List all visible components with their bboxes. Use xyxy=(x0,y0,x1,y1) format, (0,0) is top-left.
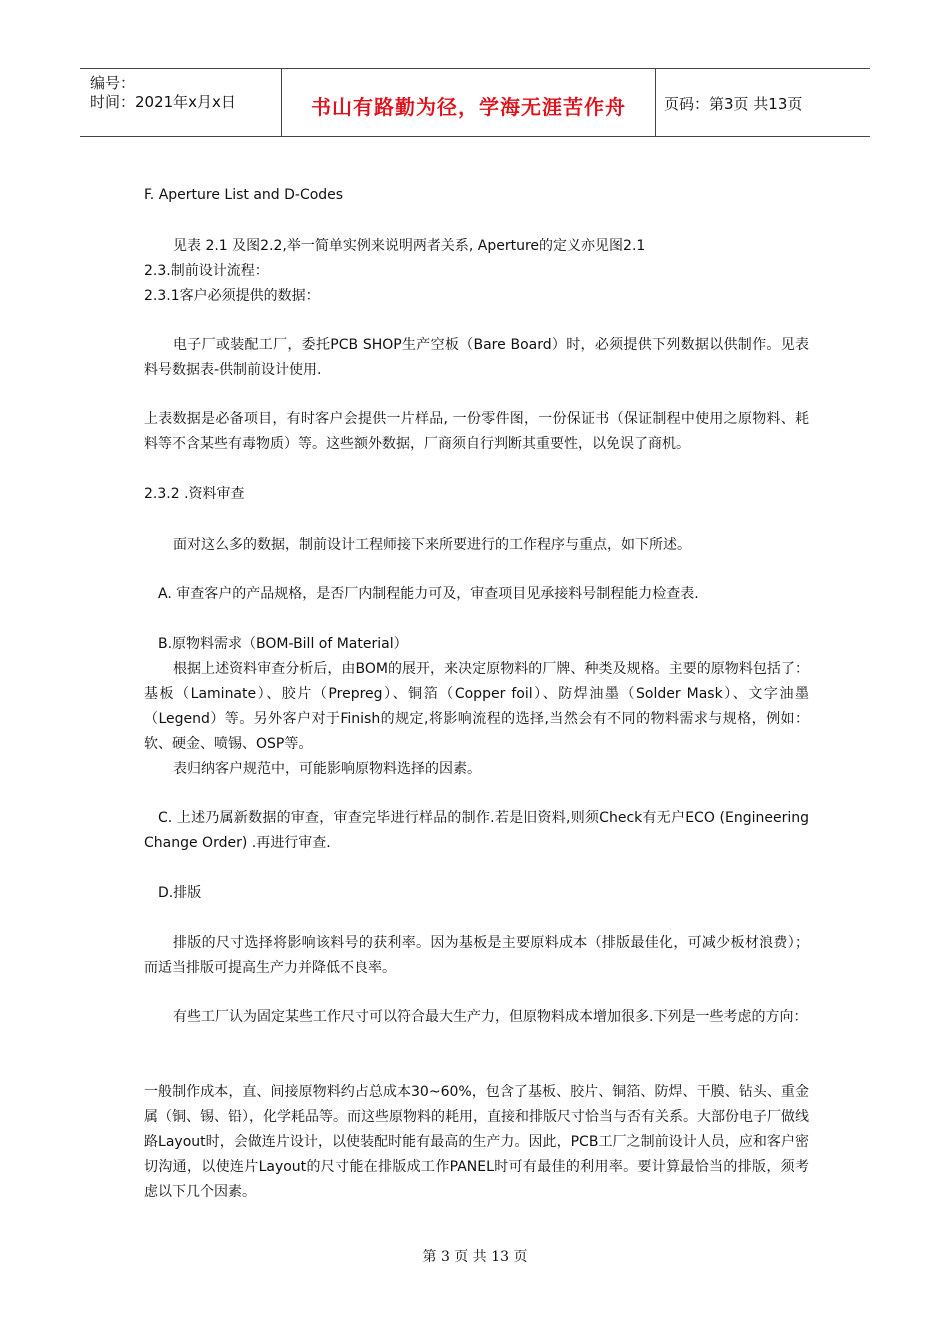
list-item: C. 上述乃属新数据的审查，审查完毕进行样品的制作.若是旧资料,则须Check有无户ECO (Engineering Change Order) .再进行审查. xyxy=(144,810,809,851)
section-heading: F. Aperture List and D-Codes xyxy=(144,187,344,203)
page-info: 页码：第3页 共13页 xyxy=(664,95,803,113)
section-heading: 2.3.1客户必须提供的数据： xyxy=(144,288,320,304)
paragraph: 排版的尺寸选择将影响该料号的获利率。因为基板是主要原料成本（排版最佳化，可减少板材浪费）；而适当排版可提高生产力并降低不良率。 xyxy=(144,935,809,976)
header-page-cell xyxy=(655,69,870,136)
section-heading: 2.3.制前设计流程： xyxy=(144,263,269,279)
section-heading: 2.3.2 .资料审查 xyxy=(144,486,245,502)
header-left-cell xyxy=(80,69,280,136)
list-item: A. 审查客户的产品规格，是否厂内制程能力可及，审查项目见承接料号制程能力检查表. xyxy=(158,586,699,602)
paragraph: 根据上述资料审查分析后，由BOM的展开，来决定原物料的厂牌、种类及规格。主要的原物料包括了：基板（Laminate）、胶片（Prepreg）、铜箔（Copper foil）、防焊油墨（Solder Mask）、文字油墨（Legend）等。另外客户对于Finish的规定,将影响流程的选择,当然会有不同的物料需求与规格，例如：软、硬金、喷锡、OSP等。 xyxy=(144,661,809,752)
paragraph: 上表数据是必备项目，有时客户会提供一片样品, 一份零件图，一份保证书（保证制程中使用之原物料、耗料等不含某些有毒物质）等。这些额外数据，厂商须自行判断其重要性，以免误了商机。 xyxy=(144,411,809,452)
page-header xyxy=(80,68,870,137)
paragraph: 一般制作成本，直、间接原物料约占总成本30~60%，包含了基板、胶片、铜箔、防焊、干膜、钻头、重金属（铜、锡、铅），化学耗品等。而这些原物料的耗用，直接和排版尺寸恰当与否有关系。大部份电子厂做线路Layout时，会做连片设计，以使装配时能有最高的生产力。因此，PCB工厂之制前设计人员，应和客户密切沟通，以使连片Layout的尺寸能在排版成工作PANEL时可有最佳的利用率。要计算最恰当的排版，须考虑以下几个因素。 xyxy=(144,1084,809,1200)
paragraph: 电子厂或装配工厂，委托PCB SHOP生产空板（Bare Board）时，必须提供下列数据以供制作。见表料号数据表-供制前设计使用. xyxy=(144,337,809,378)
serial-label: 编号： xyxy=(90,74,136,92)
motto-text: 书山有路勤为径，学海无涯苦作舟 xyxy=(311,95,626,119)
paragraph: 表归纳客户规范中，可能影响原物料选择的因素。 xyxy=(173,761,481,777)
list-item: B.原物料需求（BOM-Bill of Material） xyxy=(158,636,408,652)
page-footer: 第 3 页 共 13 页 xyxy=(422,1249,528,1265)
date-line: 时间：2021年x月x日 xyxy=(90,93,236,111)
paragraph: 面对这么多的数据，制前设计工程师接下来所要进行的工作程序与重点，如下所述。 xyxy=(173,537,691,553)
list-item: D.排版 xyxy=(158,885,202,901)
paragraph: 见表 2.1 及图2.2,举一简单实例来说明两者关系, Aperture的定义亦见图2.1 xyxy=(173,238,646,254)
paragraph: 有些工厂认为固定某些工作尺寸可以符合最大生产力，但原物料成本增加很多.下列是一些考虑的方向： xyxy=(173,1009,808,1025)
header-motto-cell xyxy=(281,69,656,136)
